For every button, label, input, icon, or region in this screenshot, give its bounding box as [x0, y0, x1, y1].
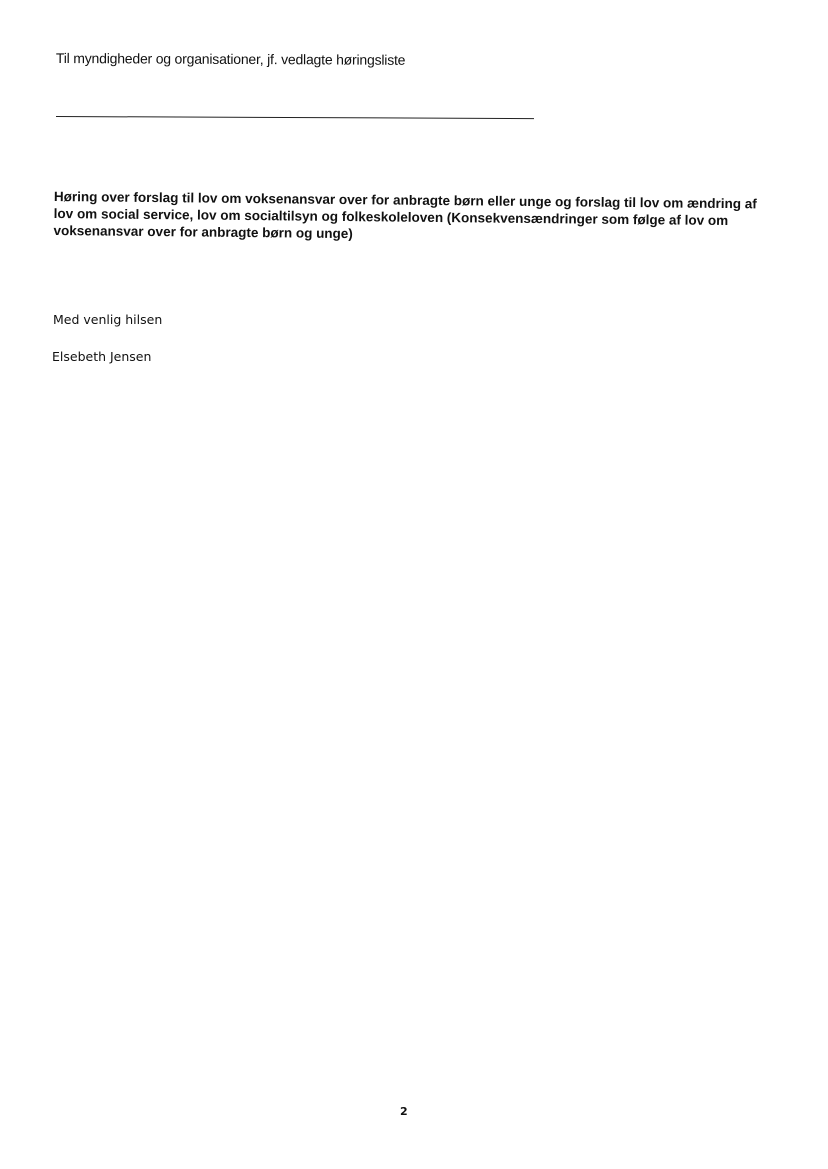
- subject-line-2: lov om social service, lov om socialtilsyn og folkeskoleloven (Konsekvensændringer som følge af lov om: [53, 205, 729, 229]
- closing-greeting: Med venlig hilsen: [53, 312, 163, 327]
- subject-heading: [53, 188, 783, 247]
- signatory-name: Elsebeth Jensen: [52, 349, 152, 364]
- subject-line-3: voksenansvar over for anbragte børn og unge): [53, 222, 353, 242]
- recipient-line: Til myndigheder og organisationer, jf. vedlagte høringsliste: [55, 50, 406, 68]
- page-number: 2: [400, 1105, 408, 1118]
- separator-line: [56, 116, 534, 119]
- subject-line-1: Høring over forslag til lov om voksenansvar over for anbragte børn eller unge og forslag til lov om ændring af: [53, 188, 757, 212]
